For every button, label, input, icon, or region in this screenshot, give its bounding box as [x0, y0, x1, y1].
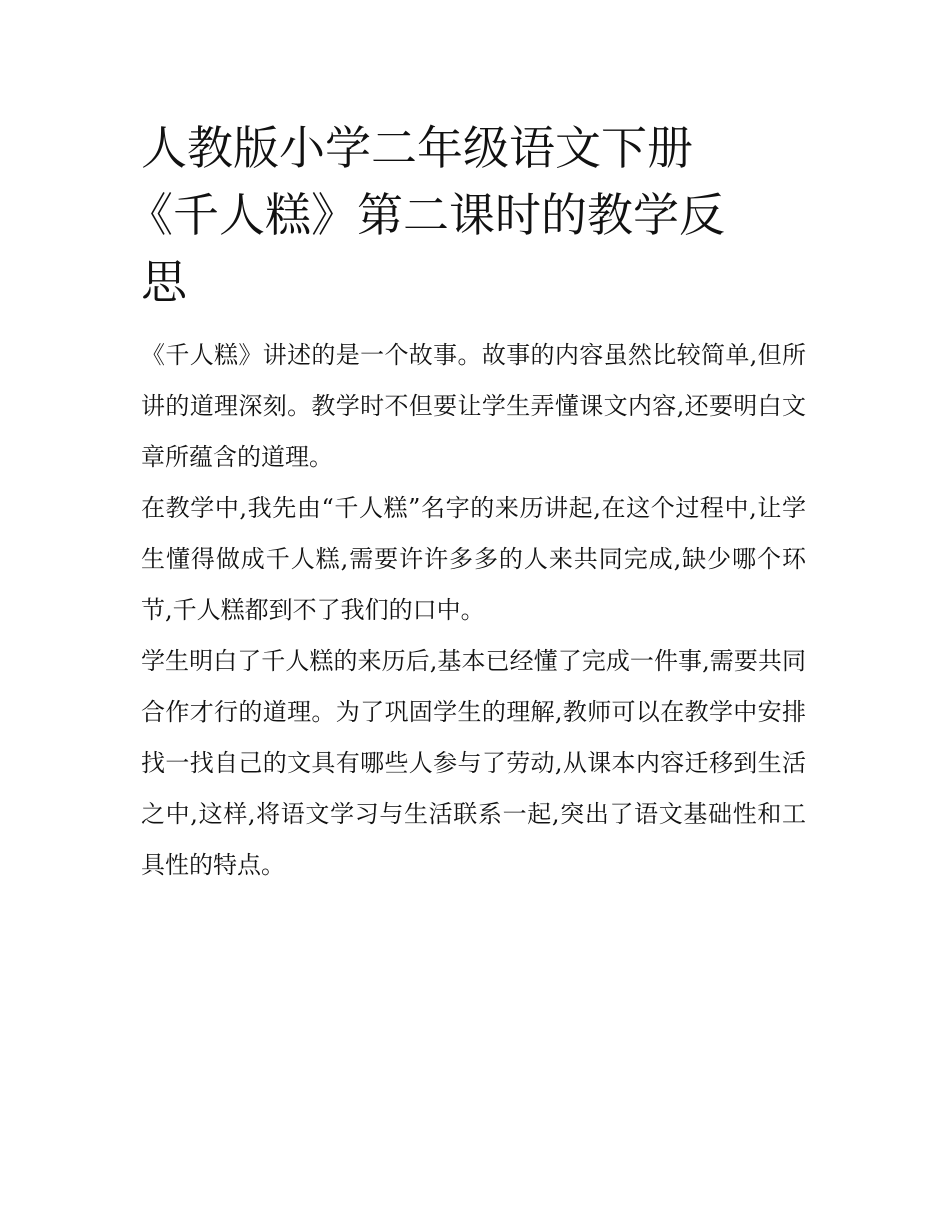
paragraph-3: 学生明白了千人糕的来历后,基本已经懂了完成一件事,需要共同合作才行的道理。为了巩固学生的理解,教师可以在教学中安排找一找自己的文具有哪些人参与了劳动,从课本内容迁移到生活之中,这样,将语文学习与生活联系一起,突出了语文基础性和工具性的特点。 — [141, 647, 806, 879]
paragraph-1: 《千人糕》讲述的是一个故事。故事的内容虽然比较简单,但所讲的道理深刻。教学时不但要让学生弄懂课文内容,还要明白文章所蕴含的道理。 — [141, 341, 806, 471]
document-body — [141, 330, 806, 891]
paragraph-2: 在教学中,我先由“千人糕”名字的来历讲起,在这个过程中,让学生懂得做成千人糕,需要许许多多的人来共同完成,缺少哪个环节,千人糕都到不了我们的口中。 — [141, 494, 806, 624]
document-title — [127, 118, 806, 312]
document-content — [127, 118, 806, 891]
title-line-2: 《千人糕》第二课时的教学反 — [127, 188, 725, 242]
title-line-1: 人教版小学二年级语文下册 — [141, 121, 693, 175]
title-line-3: 思 — [141, 255, 187, 309]
